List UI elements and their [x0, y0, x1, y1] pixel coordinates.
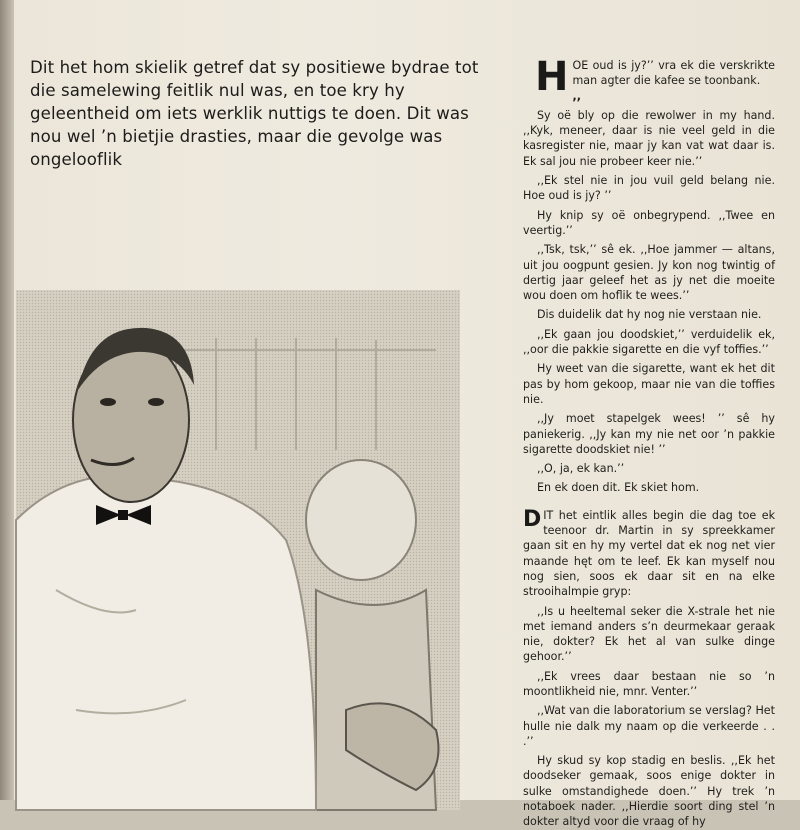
story-paragraph: ,,Ek vrees daar bestaan nie so ’n moontlikheid nie, mnr. Venter.’’ — [523, 669, 775, 698]
story-paragraph: En ek doen dit. Ek skiet hom. — [537, 481, 700, 495]
story-paragraph: Hy weet van die sigarette, want ek het dit pas by hom gekoop, maar nie van die toffies nie. — [523, 362, 775, 406]
story-paragraph: ,,Is u heeltemal seker die X-strale het nie met iemand anders s’n deurmekaar geraak nie, dokter? Ek het al van sulke dinge gehoor.’’ — [523, 604, 775, 664]
story-paragraph: Hy skud sy kop stadig en beslis. ,,Ek het doodseker gemaak, soos enige dokter in sulke omstandighede doen.’’ Hy trek ’n notaboek nader. ,,Hierdie soort ding stel ’n dokter altyd voor die vraag of hy — [523, 754, 775, 829]
story-paragraph: Sy oë bly op die rewolwer in my hand. ,,Kyk, meneer, daar is nie veel geld in die kasregister nie, maar jy kan vat wat daar is. Ek sal jou nie probeer keer nie.’’ — [523, 108, 775, 168]
story-paragraph: ,,Jy moet stapelgek wees! ’’ sê hy paniekerig. ,,Jy kan my nie net oor ’n pakkie sigarette doodskiet nie! ’’ — [523, 412, 775, 456]
story-column — [523, 54, 775, 829]
story-paragraph: ,,O, ja, ek kan.’’ — [537, 462, 625, 476]
story-opening: HOE oud is jy?’’ vra ek die verskrikte man agter die kafee se toonbank. ,, — [535, 54, 775, 103]
man-photograph — [16, 290, 460, 810]
lead-paragraph: Dit het hom skielik getref dat sy positiewe bydrae tot die samelewing feitlik nul was, en toe kry hy geleentheid om iets werklik nuttigs te doen. Dit was nou wel ’n bietjie drasties, maar die gevolge was ongelooflik — [30, 58, 479, 169]
drop-cap-h: H — [535, 54, 569, 100]
story-paragraph: ,,Tsk, tsk,’’ sê ek. ,,Hoe jammer — altans, uit jou oogpunt gesien. Jy kon nog twintig of dertig jaar geleef het as jy net die moeite wou doen om hoflik te wees.’’ — [523, 243, 775, 303]
story-paragraph: Hy knip sy oë onbegrypend. ,,Twee en veertig.’’ — [523, 208, 775, 237]
story-paragraph: ,,Ek gaan jou doodskiet,’’ verduidelik ek, ,,oor die pakkie sigarette en die vyf toffies.’’ — [523, 327, 775, 357]
page-gutter — [0, 0, 14, 800]
drop-cap-d: D — [523, 506, 542, 532]
story-paragraph: Dis duidelik dat hy nog nie verstaan nie. — [537, 308, 762, 322]
story-paragraph: ,,Ek stel nie in jou vuil geld belang nie. Hoe oud is jy? ’’ — [523, 174, 775, 203]
story-section-two: DIT het eintlik alles begin die dag toe ek teenoor dr. Martin in sy spreekkamer gaan sit en hy my vertel dat ek nog net vier maande hęt om te leef. Ek kan myself nou nog sien, soos ek daar sit en na elke strooihalmpie gryp: — [523, 506, 775, 599]
story-paragraph: ,,Wat van die laboratorium se verslag? Het hulle nie dalk my naam op die verkeerde . . .’’ — [523, 704, 775, 748]
